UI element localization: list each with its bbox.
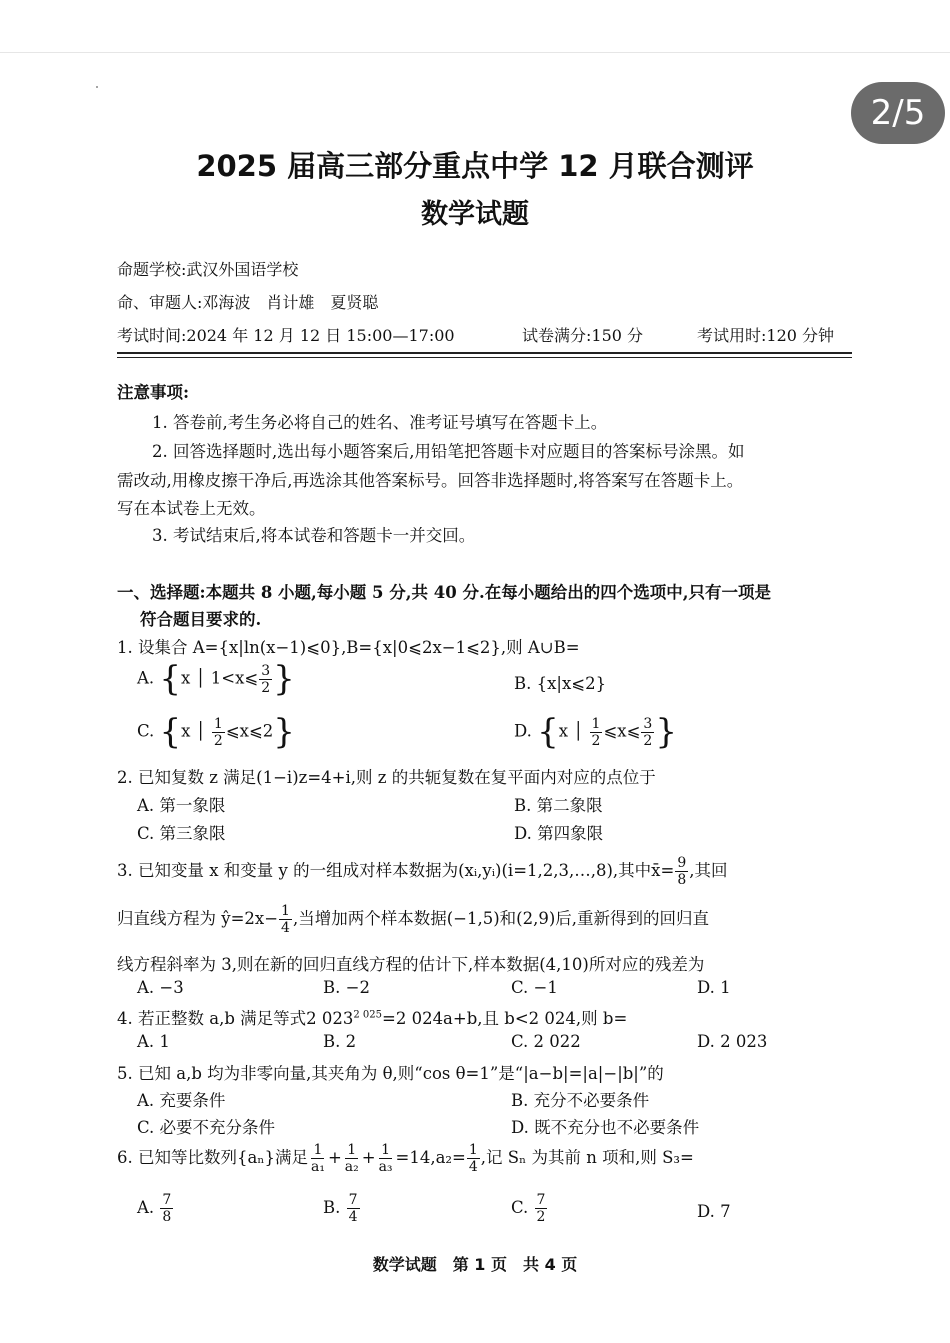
duration: 考试用时:120 分钟 bbox=[697, 326, 835, 345]
authors-line: 命、审题人:邓海波 肖计雄 夏贤聪 bbox=[117, 293, 379, 312]
notice-item-1: 1. 答卷前,考生务必将自己的姓名、准考证号填写在答题卡上。 bbox=[152, 413, 608, 432]
q3-option-b: B. −2 bbox=[323, 978, 370, 997]
q6-option-d: D. 7 bbox=[697, 1202, 731, 1221]
top-divider bbox=[0, 52, 950, 53]
scan-dot bbox=[96, 86, 98, 88]
q1-option-d: D. {x │ $\frac{1}{2}$ ⩽x⩽ $\frac{3}{2}$ } bbox=[514, 712, 677, 752]
q2-option-c: C. 第三象限 bbox=[137, 824, 226, 843]
q6-option-c: C. $\frac{7}{2}$ bbox=[511, 1192, 546, 1225]
q6-option-b: B. $\frac{7}{4}$ bbox=[323, 1192, 358, 1225]
q5-option-b: B. 充分不必要条件 bbox=[511, 1091, 650, 1110]
q2-stem: 2. 已知复数 z 满足(1−i)z=4+i,则 z 的共轭复数在复平面内对应的点位于 bbox=[117, 768, 656, 787]
notice-heading: 注意事项: bbox=[117, 383, 190, 402]
q6-option-a: A. $\frac{7}{8}$ bbox=[137, 1192, 172, 1225]
q4-option-b: B. 2 bbox=[323, 1032, 357, 1051]
q3-option-a: A. −3 bbox=[137, 978, 184, 997]
section-heading-cont: 符合题目要求的. bbox=[140, 610, 262, 629]
q2-option-b: B. 第二象限 bbox=[514, 796, 603, 815]
q1-option-a: A. {x │ 1<x⩽ $\frac{3}{2}$ } bbox=[137, 659, 295, 699]
q3-line-2: 归直线方程为 ŷ=2x− $\frac{1}{4}$ ,当增加两个样本数据(−1,5)和(2,9)后,重新得到的回归直 bbox=[117, 903, 709, 936]
q4-option-d: D. 2 023 bbox=[697, 1032, 768, 1051]
q2-option-a: A. 第一象限 bbox=[137, 796, 226, 815]
q4-option-c: C. 2 022 bbox=[511, 1032, 581, 1051]
notice-item-2: 2. 回答选择题时,选出每小题答案后,用铅笔把答题卡对应题目的答案标号涂黑。如 bbox=[152, 442, 745, 461]
q5-option-d: D. 既不充分也不必要条件 bbox=[511, 1118, 700, 1137]
notice-item-2-cont: 需改动,用橡皮擦干净后,再选涂其他答案标号。回答非选择题时,将答案写在答题卡上。 bbox=[117, 471, 744, 490]
exam-time: 考试时间:2024 年 12 月 12 日 15:00—17:00 bbox=[117, 326, 455, 345]
q3-line-1: 3. 已知变量 x 和变量 y 的一组成对样本数据为(xᵢ,yᵢ)(i=1,2,3,…,8),其中x̄= $\frac{9}{8}$ ,其回 bbox=[117, 855, 728, 888]
full-score: 试卷满分:150 分 bbox=[522, 326, 644, 345]
notice-item-3: 3. 考试结束后,将本试卷和答题卡一并交回。 bbox=[152, 526, 476, 545]
page-footer: 数学试题 第 1 页 共 4 页 bbox=[372, 1255, 578, 1274]
school-line: 命题学校:武汉外国语学校 bbox=[117, 260, 299, 279]
exam-subtitle: 数学试题 bbox=[421, 199, 529, 230]
q1-stem: 1. 设集合 A={x|ln(x−1)⩽0},B={x|0⩽2x−1⩽2},则 A∪B= bbox=[117, 638, 580, 657]
header-rule-thin bbox=[117, 357, 852, 358]
q5-option-c: C. 必要不充分条件 bbox=[137, 1118, 276, 1137]
q4-stem: 4. 若正整数 a,b 满足等式2 $023^{2 025}=2$ 024a+b,且 b<2 024,则 b= bbox=[117, 1009, 628, 1028]
page-counter-badge: 2/5 bbox=[851, 82, 945, 144]
q1-option-b: B. {x|x⩽2} bbox=[514, 674, 607, 693]
q6-stem: 6. 已知等比数列{aₙ}满足 $\frac{1}{\text{a₁}}$ + $\frac{1}{\text{a₂}}$ + $\frac{1}{\text{a₃}}$ =14,a₂= $\frac{1}{4}$ ,记 Sₙ 为其前 n 项和,则 S₃= bbox=[117, 1142, 694, 1175]
section-heading: 一、选择题:本题共 8 小题,每小题 5 分,共 40 分.在每小题给出的四个选项中,只有一项是 bbox=[117, 583, 771, 602]
q3-line-3: 线方程斜率为 3,则在新的回归直线方程的估计下,样本数据(4,10)所对应的残差为 bbox=[117, 955, 705, 974]
q5-stem: 5. 已知 a,b 均为非零向量,其夹角为 θ,则“cos θ=1”是“|a−b|=|a|−|b|”的 bbox=[117, 1064, 664, 1083]
notice-item-2-end: 写在本试卷上无效。 bbox=[117, 499, 266, 518]
q5-option-a: A. 充要条件 bbox=[137, 1091, 226, 1110]
q3-option-d: D. 1 bbox=[697, 978, 731, 997]
header-rule-thick bbox=[117, 352, 852, 354]
q1-option-c: C. {x │ $\frac{1}{2}$ ⩽x⩽2} bbox=[137, 712, 295, 752]
q3-option-c: C. −1 bbox=[511, 978, 558, 997]
q2-option-d: D. 第四象限 bbox=[514, 824, 604, 843]
exam-title: 2025 届高三部分重点中学 12 月联合测评 bbox=[196, 149, 754, 183]
q4-option-a: A. 1 bbox=[137, 1032, 170, 1051]
